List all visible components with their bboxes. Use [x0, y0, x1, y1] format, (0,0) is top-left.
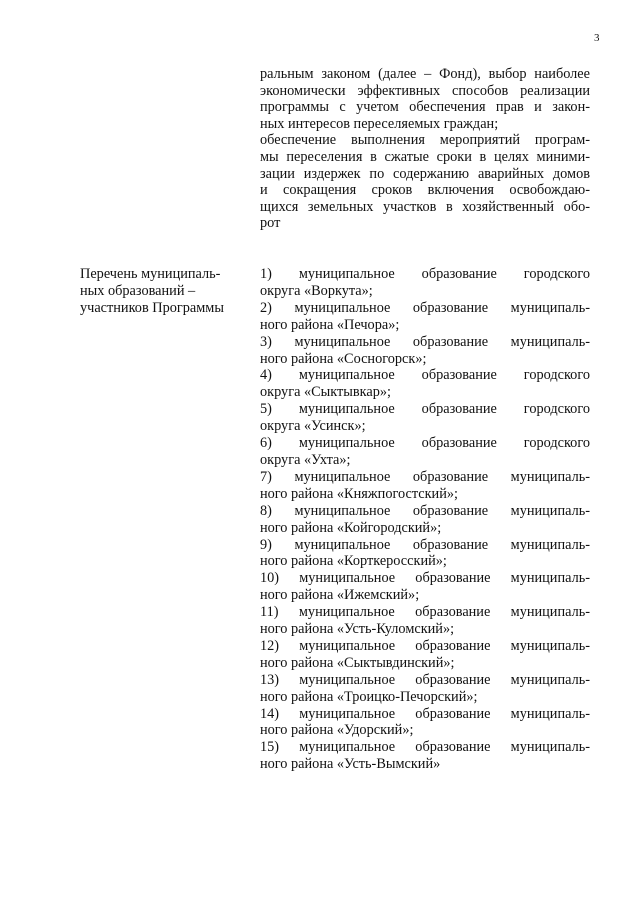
- text-line: программы с учетом обеспечения прав и закон-: [260, 99, 590, 116]
- item-line: 5) муниципальное образование городского: [260, 401, 590, 418]
- item-line: ного района «Ижемский»;: [260, 587, 420, 604]
- item-line: 10) муниципальное образование муниципаль-: [260, 570, 590, 587]
- item-line: 6) муниципальное образование городского: [260, 435, 590, 452]
- item-line: 7) муниципальное образование муниципаль-: [260, 468, 590, 485]
- item-line: 11) муниципальное образование муниципаль-: [260, 604, 590, 621]
- section-label: [80, 266, 255, 317]
- list-item: [260, 503, 590, 537]
- item-line: 12) муниципальное образование муниципаль-: [260, 637, 590, 654]
- page-number: 3: [594, 32, 600, 44]
- item-line: ного района «Усть-Вымский»: [260, 756, 441, 773]
- item-line: 3) муниципальное образование муниципаль-: [260, 333, 590, 350]
- text-line: экономически эффективных способов реализации: [260, 82, 590, 99]
- item-line: 4) муниципальное образование городского: [260, 367, 590, 384]
- text-line: и сокращения сроков включения освобождаю-: [260, 182, 590, 199]
- list-item: [260, 367, 590, 401]
- item-line: ного района «Удорский»;: [260, 722, 414, 739]
- item-line: 15) муниципальное образование муниципаль-: [260, 739, 590, 756]
- item-line: округа «Усинск»;: [260, 418, 366, 435]
- item-line: округа «Воркута»;: [260, 282, 373, 299]
- item-line: ного района «Усть-Куломский»;: [260, 621, 455, 638]
- text-line: мы переселения в сжатые сроки в целях миними-: [260, 148, 590, 165]
- list-item: [260, 334, 590, 368]
- intro-text: [260, 66, 590, 232]
- list-item: [260, 672, 590, 706]
- label-line: участников Программы: [80, 300, 224, 316]
- item-line: ного района «Корткеросский»;: [260, 553, 447, 570]
- item-line: 2) муниципальное образование муниципаль-: [260, 299, 590, 316]
- item-line: ного района «Печора»;: [260, 316, 400, 333]
- item-line: ного района «Сосногорск»;: [260, 350, 427, 367]
- list-item: [260, 300, 590, 334]
- text-line: ных интересов переселяемых граждан;: [260, 115, 499, 132]
- text-line: рот: [260, 215, 281, 232]
- list-item: [260, 537, 590, 571]
- list-item: [260, 266, 590, 300]
- item-line: ного района «Койгородский»;: [260, 519, 442, 536]
- municipality-list: [260, 266, 590, 773]
- item-line: 1) муниципальное образование городского: [260, 266, 590, 282]
- text-line: зации издержек по содержанию аварийных домов: [260, 165, 590, 182]
- list-item: [260, 638, 590, 672]
- text-line: обеспечение выполнения мероприятий програм-: [260, 132, 590, 149]
- item-line: округа «Сыктывкар»;: [260, 384, 391, 401]
- list-item: [260, 706, 590, 740]
- item-line: 13) муниципальное образование муниципаль-: [260, 671, 590, 688]
- item-line: 9) муниципальное образование муниципаль-: [260, 536, 590, 553]
- label-line: ных образований –: [80, 283, 196, 299]
- item-line: ного района «Княжпогостский»;: [260, 485, 458, 502]
- item-line: ного района «Троицко-Печорский»;: [260, 688, 478, 705]
- list-item: [260, 435, 590, 469]
- item-line: 8) муниципальное образование муниципаль-: [260, 502, 590, 519]
- text-line: щихся земельных участков в хозяйственный обо-: [260, 198, 590, 215]
- item-line: 14) муниципальное образование муниципаль-: [260, 705, 590, 722]
- list-item: [260, 604, 590, 638]
- item-line: ного района «Сыктывдинский»;: [260, 654, 455, 671]
- item-line: округа «Ухта»;: [260, 451, 351, 468]
- list-item: [260, 570, 590, 604]
- text-line: ральным законом (далее – Фонд), выбор наиболее: [260, 66, 590, 82]
- label-line: Перечень муниципаль-: [80, 266, 221, 282]
- list-item: [260, 401, 590, 435]
- list-item: [260, 469, 590, 503]
- list-item: [260, 739, 590, 773]
